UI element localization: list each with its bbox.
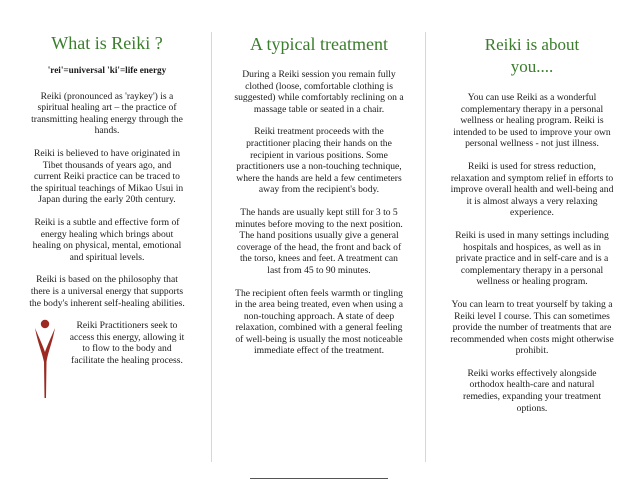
footer-rule <box>250 478 388 479</box>
paragraph: During a Reiki session you remain fully clothed (loose, comfortable clothing is suggested) while comfortably reclining on a massage table or seated in a chair. <box>234 69 404 115</box>
paragraph: Reiki is believed to have originated in Tibet thousands of years ago, and current Reiki practice can be traced to the spiritual teachings of Mikao Usui in Japan during the early 20th century. <box>30 147 184 206</box>
heading-reiki-is-about-you <box>450 34 614 78</box>
paragraph: Reiki is a subtle and effective form of energy healing which brings about healing on physical, mental, emotional and spiritual levels. <box>32 216 182 263</box>
column-divider <box>425 32 426 462</box>
column-what-is-reiki <box>28 0 186 493</box>
heading-typical-treatment: A typical treatment <box>250 34 388 54</box>
column-reiki-is-about-you <box>450 0 614 493</box>
heading-line: you.... <box>510 57 554 76</box>
paragraph: Reiki is based on the philosophy that there is a universal energy that supports the body's inherent self-healing abilities. <box>29 274 185 309</box>
column-typical-treatment <box>234 0 404 493</box>
heading-what-is-reiki: What is Reiki ? <box>51 33 163 53</box>
paragraph: Reiki works effectively alongside orthodox health-care and natural remedies, expanding your treatment options. <box>463 367 601 414</box>
paragraph: Reiki is used in many settings including hospitals and hospices, as well as in private practice and in self-care and is a complementary therapy in a personal wellness or healing program. <box>455 229 609 288</box>
figure-row <box>28 320 186 366</box>
reiki-figure-icon <box>34 318 56 400</box>
reiki-definition: 'rei'=universal 'ki'=life energy <box>47 65 167 75</box>
paragraph: Reiki is used for stress reduction, relaxation and symptom relief in efforts to improve overall health and well-being and it is almost always a very relaxing experience. <box>450 160 614 219</box>
paragraph: Reiki treatment proceeds with the practitioner placing their hands on the recipient in various positions. Some practitioners use a non-touching technique, where the hands are held a few centimeters away from the recipient's body. <box>236 126 402 196</box>
column-divider <box>211 32 212 462</box>
paragraph: You can use Reiki as a wonderful complementary therapy in a personal wellness or healing program. Reiki is intended to be used to improve your own personal wellness - not just illness. <box>453 92 611 150</box>
paragraph: Reiki (pronounced as 'raykey') is a spiritual healing art – the practice of transmitting healing energy through the hands. <box>31 90 183 137</box>
figure-caption: Reiki Practitioners seek to access this energy, allowing it to flow to the body and facilitate the healing process. <box>69 320 185 366</box>
paragraph: The recipient often feels warmth or tingling in the area being treated, even when using a non-touching approach. A state of deep relaxation, combined with a general feeling of well-being is usually the most noticeable immediate effect of the treatment. <box>234 287 404 357</box>
heading-line: Reiki is about <box>484 35 580 54</box>
paragraph: The hands are usually kept still for 3 to 5 minutes before moving to the next position. The hand positions usually give a general coverage of the head, the front and back of the torso, knees and feet. A treatment can last from 45 to 90 minutes. <box>235 206 403 276</box>
paragraph: You can learn to treat yourself by taking a Reiki level I course. This can sometimes provide the number of treatments that are recommended when costs might otherwise prohibit. <box>450 298 614 357</box>
